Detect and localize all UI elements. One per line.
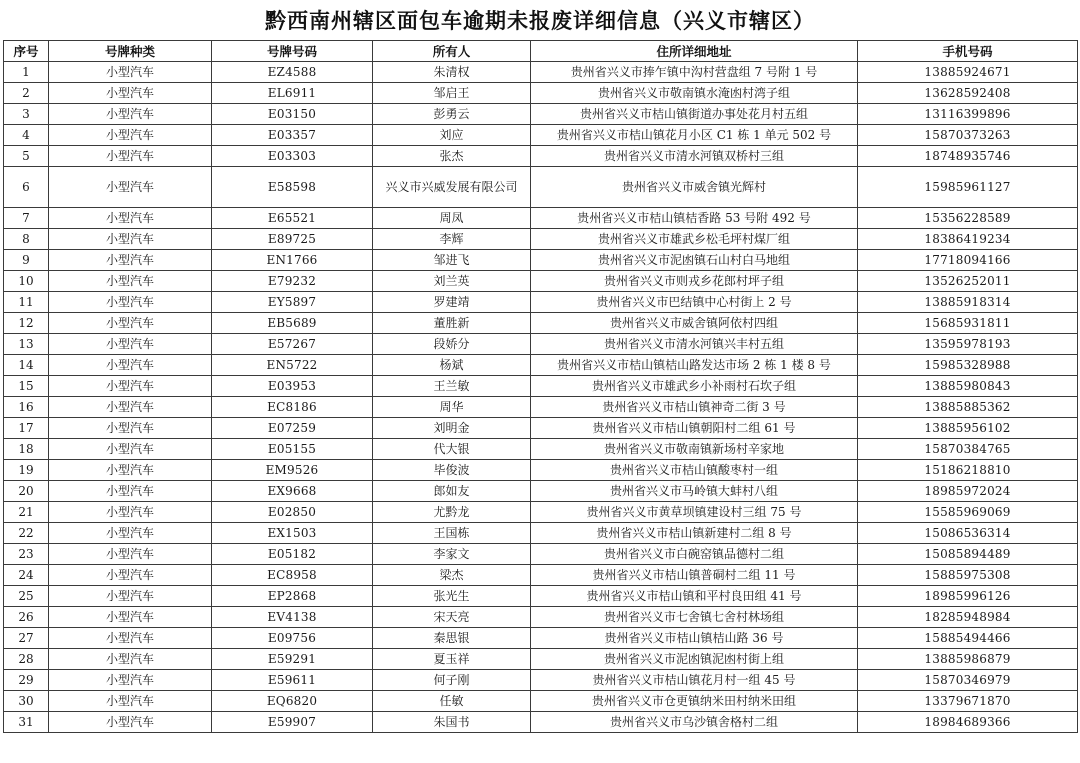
owner-cell: 兴义市兴威发展有限公司 <box>373 167 531 208</box>
header-plate-number: 号牌号码 <box>212 41 373 62</box>
plate-type-cell: 小型汽车 <box>49 397 212 418</box>
plate-number-cell: EX1503 <box>212 523 373 544</box>
address-cell: 贵州省兴义市桔山镇酸枣村一组 <box>531 460 858 481</box>
table-row <box>4 460 1078 481</box>
owner-cell: 尤黔龙 <box>373 502 531 523</box>
plate-type-cell: 小型汽车 <box>49 229 212 250</box>
row-number: 8 <box>4 229 49 250</box>
plate-type-cell: 小型汽车 <box>49 313 212 334</box>
row-number: 5 <box>4 146 49 167</box>
owner-cell: 王国栋 <box>373 523 531 544</box>
plate-number-cell: E05155 <box>212 439 373 460</box>
address-cell: 贵州省兴义市桔山镇朝阳村二组 61 号 <box>531 418 858 439</box>
address-cell: 贵州省兴义市泥凼镇泥凼村街上组 <box>531 649 858 670</box>
row-number: 9 <box>4 250 49 271</box>
row-number: 21 <box>4 502 49 523</box>
plate-number-cell: E89725 <box>212 229 373 250</box>
table-row <box>4 607 1078 628</box>
plate-number-cell: EN1766 <box>212 250 373 271</box>
document-title: 黔西南州辖区面包车逾期未报废详细信息（兴义市辖区） <box>265 8 815 33</box>
address-cell: 贵州省兴义市乌沙镇舍格村二组 <box>531 712 858 733</box>
row-number: 10 <box>4 271 49 292</box>
address-cell: 贵州省兴义市桔山镇桔山路 36 号 <box>531 628 858 649</box>
plate-type-cell: 小型汽车 <box>49 481 212 502</box>
phone-cell: 18285948984 <box>858 607 1078 628</box>
plate-number-cell: E58598 <box>212 167 373 208</box>
owner-cell: 董胜新 <box>373 313 531 334</box>
phone-cell: 15870384765 <box>858 439 1078 460</box>
owner-cell: 何子刚 <box>373 670 531 691</box>
address-cell: 贵州省兴义市七舍镇七舍村林场组 <box>531 607 858 628</box>
plate-type-cell: 小型汽车 <box>49 439 212 460</box>
phone-cell: 15870373263 <box>858 125 1078 146</box>
row-number: 13 <box>4 334 49 355</box>
address-cell: 贵州省兴义市清水河镇兴丰村五组 <box>531 334 858 355</box>
plate-type-cell: 小型汽车 <box>49 523 212 544</box>
owner-cell: 邹进飞 <box>373 250 531 271</box>
phone-cell: 18985996126 <box>858 586 1078 607</box>
table-row <box>4 334 1078 355</box>
plate-number-cell: E59611 <box>212 670 373 691</box>
address-cell: 贵州省兴义市白碗窑镇品德村二组 <box>531 544 858 565</box>
table-row <box>4 397 1078 418</box>
address-cell: 贵州省兴义市雄武乡小补雨村石坎子组 <box>531 376 858 397</box>
phone-cell: 15356228589 <box>858 208 1078 229</box>
phone-cell: 15186218810 <box>858 460 1078 481</box>
row-number: 19 <box>4 460 49 481</box>
table-row <box>4 83 1078 104</box>
row-number: 14 <box>4 355 49 376</box>
address-cell: 贵州省兴义市捧乍镇中沟村营盘组 7 号附 1 号 <box>531 62 858 83</box>
owner-cell: 李辉 <box>373 229 531 250</box>
plate-type-cell: 小型汽车 <box>49 355 212 376</box>
plate-number-cell: E65521 <box>212 208 373 229</box>
phone-cell: 13885980843 <box>858 376 1078 397</box>
phone-cell: 13628592408 <box>858 83 1078 104</box>
owner-cell: 秦思银 <box>373 628 531 649</box>
plate-type-cell: 小型汽车 <box>49 334 212 355</box>
plate-type-cell: 小型汽车 <box>49 628 212 649</box>
plate-type-cell: 小型汽车 <box>49 670 212 691</box>
plate-number-cell: E03357 <box>212 125 373 146</box>
address-cell: 贵州省兴义市清水河镇双桥村三组 <box>531 146 858 167</box>
owner-cell: 毕俊波 <box>373 460 531 481</box>
phone-cell: 13885986879 <box>858 649 1078 670</box>
phone-cell: 15086536314 <box>858 523 1078 544</box>
owner-cell: 李家文 <box>373 544 531 565</box>
address-cell: 贵州省兴义市仓更镇纳米田村纳米田组 <box>531 691 858 712</box>
table-row <box>4 146 1078 167</box>
row-number: 23 <box>4 544 49 565</box>
address-cell: 贵州省兴义市巴结镇中心村街上 2 号 <box>531 292 858 313</box>
plate-number-cell: EP2868 <box>212 586 373 607</box>
table-row <box>4 670 1078 691</box>
owner-cell: 任敏 <box>373 691 531 712</box>
row-number: 1 <box>4 62 49 83</box>
table-row <box>4 439 1078 460</box>
plate-type-cell: 小型汽车 <box>49 104 212 125</box>
row-number: 26 <box>4 607 49 628</box>
row-number: 31 <box>4 712 49 733</box>
plate-type-cell: 小型汽车 <box>49 586 212 607</box>
table-body <box>4 62 1078 733</box>
row-number: 27 <box>4 628 49 649</box>
phone-cell: 15985328988 <box>858 355 1078 376</box>
owner-cell: 刘应 <box>373 125 531 146</box>
phone-cell: 17718094166 <box>858 250 1078 271</box>
plate-number-cell: EV4138 <box>212 607 373 628</box>
phone-cell: 15085894489 <box>858 544 1078 565</box>
owner-cell: 段娇分 <box>373 334 531 355</box>
plate-number-cell: EX9668 <box>212 481 373 502</box>
address-cell: 贵州省兴义市桔山镇花月村一组 45 号 <box>531 670 858 691</box>
plate-type-cell: 小型汽车 <box>49 649 212 670</box>
table-row <box>4 481 1078 502</box>
plate-type-cell: 小型汽车 <box>49 146 212 167</box>
table-row <box>4 125 1078 146</box>
phone-cell: 13379671870 <box>858 691 1078 712</box>
address-cell: 贵州省兴义市敬南镇新场村辛家地 <box>531 439 858 460</box>
table-row <box>4 292 1078 313</box>
address-cell: 贵州省兴义市威舍镇阿依村四组 <box>531 313 858 334</box>
table-row <box>4 523 1078 544</box>
plate-number-cell: EC8958 <box>212 565 373 586</box>
address-cell: 贵州省兴义市桔山镇桔山路发达市场 2 栋 1 楼 8 号 <box>531 355 858 376</box>
plate-number-cell: E79232 <box>212 271 373 292</box>
plate-type-cell: 小型汽车 <box>49 250 212 271</box>
plate-type-cell: 小型汽车 <box>49 376 212 397</box>
plate-type-cell: 小型汽车 <box>49 208 212 229</box>
plate-number-cell: EC8186 <box>212 397 373 418</box>
plate-number-cell: EL6911 <box>212 83 373 104</box>
address-cell: 贵州省兴义市桔山镇街道办事处花月村五组 <box>531 104 858 125</box>
row-number: 18 <box>4 439 49 460</box>
plate-number-cell: EZ4588 <box>212 62 373 83</box>
owner-cell: 朱国书 <box>373 712 531 733</box>
table-row <box>4 271 1078 292</box>
phone-cell: 13526252011 <box>858 271 1078 292</box>
plate-number-cell: E02850 <box>212 502 373 523</box>
table-row <box>4 712 1078 733</box>
vehicle-table <box>3 40 1078 733</box>
plate-type-cell: 小型汽车 <box>49 292 212 313</box>
address-cell: 贵州省兴义市威舍镇光辉村 <box>531 167 858 208</box>
owner-cell: 杨斌 <box>373 355 531 376</box>
phone-cell: 18984689366 <box>858 712 1078 733</box>
row-number: 12 <box>4 313 49 334</box>
plate-number-cell: EN5722 <box>212 355 373 376</box>
phone-cell: 15985961127 <box>858 167 1078 208</box>
address-cell: 贵州省兴义市桔山镇神奇二街 3 号 <box>531 397 858 418</box>
owner-cell: 王兰敏 <box>373 376 531 397</box>
plate-number-cell: E59291 <box>212 649 373 670</box>
plate-type-cell: 小型汽车 <box>49 565 212 586</box>
owner-cell: 代大银 <box>373 439 531 460</box>
owner-cell: 郎如友 <box>373 481 531 502</box>
plate-type-cell: 小型汽车 <box>49 502 212 523</box>
row-number: 6 <box>4 167 49 208</box>
owner-cell: 刘兰英 <box>373 271 531 292</box>
phone-cell: 13595978193 <box>858 334 1078 355</box>
phone-cell: 15885975308 <box>858 565 1078 586</box>
row-number: 4 <box>4 125 49 146</box>
row-number: 17 <box>4 418 49 439</box>
plate-number-cell: E07259 <box>212 418 373 439</box>
row-number: 11 <box>4 292 49 313</box>
header-address: 住所详细地址 <box>531 41 858 62</box>
address-cell: 贵州省兴义市敬南镇水淹凼村湾子组 <box>531 83 858 104</box>
owner-cell: 梁杰 <box>373 565 531 586</box>
owner-cell: 夏玉祥 <box>373 649 531 670</box>
table-header-row <box>4 41 1078 62</box>
header-phone: 手机号码 <box>858 41 1078 62</box>
table-row <box>4 104 1078 125</box>
table-row <box>4 250 1078 271</box>
phone-cell: 15585969069 <box>858 502 1078 523</box>
plate-type-cell: 小型汽车 <box>49 83 212 104</box>
row-number: 2 <box>4 83 49 104</box>
address-cell: 贵州省兴义市黄草坝镇建设村三组 75 号 <box>531 502 858 523</box>
table-row <box>4 167 1078 208</box>
phone-cell: 13885918314 <box>858 292 1078 313</box>
address-cell: 贵州省兴义市桔山镇和平村良田组 41 号 <box>531 586 858 607</box>
header-plate-type: 号牌种类 <box>49 41 212 62</box>
table-row <box>4 628 1078 649</box>
plate-number-cell: EQ6820 <box>212 691 373 712</box>
header-owner: 所有人 <box>373 41 531 62</box>
plate-type-cell: 小型汽车 <box>49 167 212 208</box>
plate-number-cell: E59907 <box>212 712 373 733</box>
row-number: 15 <box>4 376 49 397</box>
address-cell: 贵州省兴义市桔山镇普硐村二组 11 号 <box>531 565 858 586</box>
owner-cell: 邹启王 <box>373 83 531 104</box>
phone-cell: 15885494466 <box>858 628 1078 649</box>
table-row <box>4 649 1078 670</box>
owner-cell: 罗建靖 <box>373 292 531 313</box>
owner-cell: 宋天亮 <box>373 607 531 628</box>
owner-cell: 彭勇云 <box>373 104 531 125</box>
address-cell: 贵州省兴义市桔山镇花月小区 C1 栋 1 单元 502 号 <box>531 125 858 146</box>
plate-number-cell: EB5689 <box>212 313 373 334</box>
owner-cell: 朱清权 <box>373 62 531 83</box>
phone-cell: 13116399896 <box>858 104 1078 125</box>
owner-cell: 刘明金 <box>373 418 531 439</box>
plate-type-cell: 小型汽车 <box>49 544 212 565</box>
plate-number-cell: E03150 <box>212 104 373 125</box>
address-cell: 贵州省兴义市桔山镇新建村二组 8 号 <box>531 523 858 544</box>
owner-cell: 张杰 <box>373 146 531 167</box>
plate-type-cell: 小型汽车 <box>49 712 212 733</box>
row-number: 28 <box>4 649 49 670</box>
row-number: 30 <box>4 691 49 712</box>
phone-cell: 15870346979 <box>858 670 1078 691</box>
table-row <box>4 376 1078 397</box>
phone-cell: 13885924671 <box>858 62 1078 83</box>
phone-cell: 18985972024 <box>858 481 1078 502</box>
plate-number-cell: E05182 <box>212 544 373 565</box>
table-row <box>4 62 1078 83</box>
header-no: 序号 <box>4 41 49 62</box>
row-number: 20 <box>4 481 49 502</box>
plate-type-cell: 小型汽车 <box>49 460 212 481</box>
plate-type-cell: 小型汽车 <box>49 271 212 292</box>
plate-number-cell: EM9526 <box>212 460 373 481</box>
plate-number-cell: E03953 <box>212 376 373 397</box>
table-row <box>4 418 1078 439</box>
plate-type-cell: 小型汽车 <box>49 62 212 83</box>
row-number: 3 <box>4 104 49 125</box>
owner-cell: 张光生 <box>373 586 531 607</box>
plate-number-cell: E57267 <box>212 334 373 355</box>
address-cell: 贵州省兴义市则戎乡花郎村坪子组 <box>531 271 858 292</box>
table-row <box>4 544 1078 565</box>
plate-type-cell: 小型汽车 <box>49 607 212 628</box>
row-number: 29 <box>4 670 49 691</box>
phone-cell: 18386419234 <box>858 229 1078 250</box>
plate-type-cell: 小型汽车 <box>49 418 212 439</box>
phone-cell: 18748935746 <box>858 146 1078 167</box>
table-row <box>4 565 1078 586</box>
row-number: 22 <box>4 523 49 544</box>
table-row <box>4 691 1078 712</box>
row-number: 25 <box>4 586 49 607</box>
plate-type-cell: 小型汽车 <box>49 691 212 712</box>
table-row <box>4 502 1078 523</box>
table-row <box>4 355 1078 376</box>
plate-number-cell: E03303 <box>212 146 373 167</box>
phone-cell: 15685931811 <box>858 313 1078 334</box>
plate-number-cell: E09756 <box>212 628 373 649</box>
phone-cell: 13885956102 <box>858 418 1078 439</box>
owner-cell: 周华 <box>373 397 531 418</box>
address-cell: 贵州省兴义市雄武乡松毛坪村煤厂组 <box>531 229 858 250</box>
table-row <box>4 313 1078 334</box>
owner-cell: 周凤 <box>373 208 531 229</box>
row-number: 16 <box>4 397 49 418</box>
table-row <box>4 586 1078 607</box>
row-number: 7 <box>4 208 49 229</box>
address-cell: 贵州省兴义市桔山镇桔香路 53 号附 492 号 <box>531 208 858 229</box>
phone-cell: 13885885362 <box>858 397 1078 418</box>
address-cell: 贵州省兴义市泥凼镇石山村白马地组 <box>531 250 858 271</box>
plate-number-cell: EY5897 <box>212 292 373 313</box>
table-row <box>4 208 1078 229</box>
address-cell: 贵州省兴义市马岭镇大蚌村八组 <box>531 481 858 502</box>
row-number: 24 <box>4 565 49 586</box>
table-row <box>4 229 1078 250</box>
plate-type-cell: 小型汽车 <box>49 125 212 146</box>
